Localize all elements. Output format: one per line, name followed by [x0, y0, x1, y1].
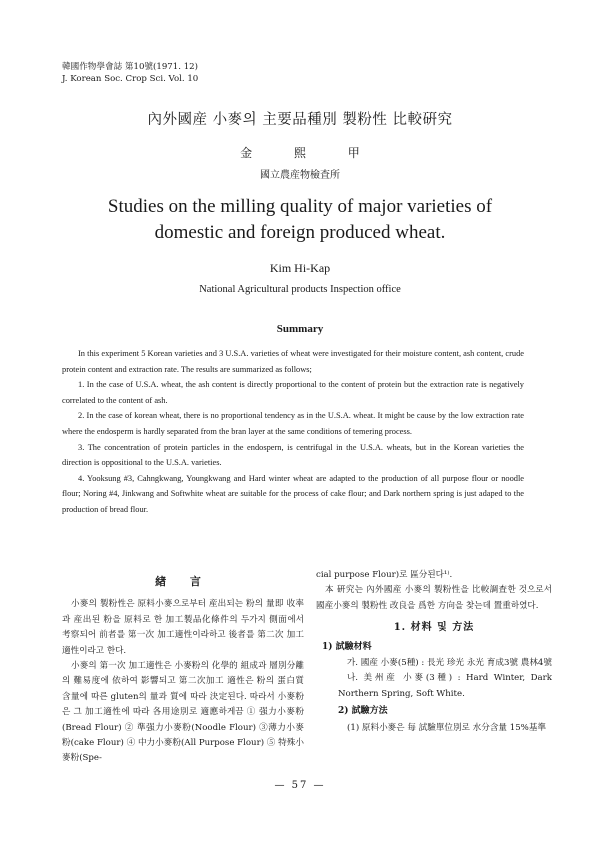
title-korean: 內外國産 小麥의 主要品種別 製粉性 比較硏究 [147, 112, 453, 128]
introduction-heading: 緖 言 [155, 575, 211, 588]
right-column [316, 568, 552, 736]
material-item-1: 가. 國産 小麥(5種) : 長光 珍光 永光 育成3號 農林4號 [347, 658, 552, 669]
title-english [60, 194, 540, 246]
left-column [62, 574, 304, 767]
intro-paragraph-2: 小麥의 第一次 加工適性은 小麥粉의 化學的 組成과 層別分離의 難易度에 依하여 影響되고 第二次加工 適性은 粉의 蛋白質 含量에 따른 gluten의 量과 質에 따라 決定된다. 따라서 小麥粉은 그 加工適性에 따라 各用途別로 適應하게끔 ① 强力小麥粉(Bread Flour) ② 準强力小麥粉(Noodle Flour) ③薄力小麥粉(cake Flour) ④ 中力小麥粉(All Purpose Flour) ⑤ 特殊小麥粉(Spe- [62, 661, 304, 764]
methods-subheading: 2) 試驗方法 [338, 706, 388, 717]
material-item-2: 나. 美州産 小麥(3種) : Hard Winter, Dark Northern Spring, Soft White. [338, 673, 552, 699]
summary-item-3: 3. The concentration of protein particles in the endospern, is centrifugal in the U.S.A. wheats, but in the Korean varieties the direction is oppositional to the U.S.A. varieties. [62, 442, 524, 468]
page-number: — 57 — [274, 780, 326, 791]
journal-header [62, 61, 198, 85]
summary-item-4: 4. Yooksung #3, Cahngkwang, Youngkwang and Hard winter wheat are adapted to the production of all purpose flour or noodle flour; Noring #4, Jinkwang and Softwhite wheat are suitable for the process of cake flour; and Dark northern spring is just adaped to the production of bread flour. [62, 473, 524, 514]
summary-item-1: 1. In the case of U.S.A. wheat, the ash content is directly proportional to the content of protein but the extraction rate is negatively correlated to the content of ash. [62, 380, 524, 405]
method-item-1: (1) 原料小麥은 每 試驗單位別로 水分含量 15%基準 [347, 722, 547, 733]
materials-methods-heading: 1. 材料 및 方法 [393, 622, 475, 634]
purpose-paragraph: 本 硏究는 內外國産 小麥의 製粉性을 比較調査한 것으로서 國産小麥의 製粉性 改良을 爲한 方向을 찾는데 置重하였다. [316, 585, 552, 611]
author-english: Kim Hi-Kap [269, 261, 331, 275]
institution-english: National Agricultural products Inspection office [199, 284, 401, 295]
summary-item-2: 2. In the case of korean wheat, there is no proportional tendency as in the U.S.A. wheat. It might be cause by the low extraction rate where the endosperm is hardly separated from the bran layer at the same conditions of temering process. [62, 411, 524, 436]
summary-intro: In this experiment 5 Korean varieties and 3 U.S.A. varieties of wheat were investigated for their moisture content, ash content, crude protein content and extraction rate. The results are summarized as follows; [62, 349, 524, 374]
title-english-line2: domestic and foreign produced wheat. [154, 222, 446, 243]
summary-heading: Summary [276, 323, 324, 335]
institution-korean: 國立農産物檢査所 [260, 170, 340, 181]
journal-line-en: J. Korean Soc. Crop Sci. Vol. 10 [62, 74, 199, 84]
summary-body [62, 346, 524, 518]
intro-paragraph-1: 小麥의 製粉性은 原料小麥으로부터 産出되는 粉의 量即 收率과 産出된 粉을 原料로 한 加工製品化條件의 두가지 側面에서 考察되어 前者를 第一次 加工適性이라하고 後者를 第二次 加工適性이라고 한다. [62, 599, 304, 656]
materials-subheading: 1) 試驗材料 [322, 641, 372, 652]
continuation-text: cial purpose Flour)로 區分된다¹⁾. [316, 570, 453, 580]
title-english-line1: Studies on the milling quality of major varieties of [107, 196, 493, 217]
author-korean: 金 熙 甲 [240, 146, 360, 160]
journal-line-ko: 韓國作物學會誌 第10號(1971. 12) [62, 62, 198, 72]
